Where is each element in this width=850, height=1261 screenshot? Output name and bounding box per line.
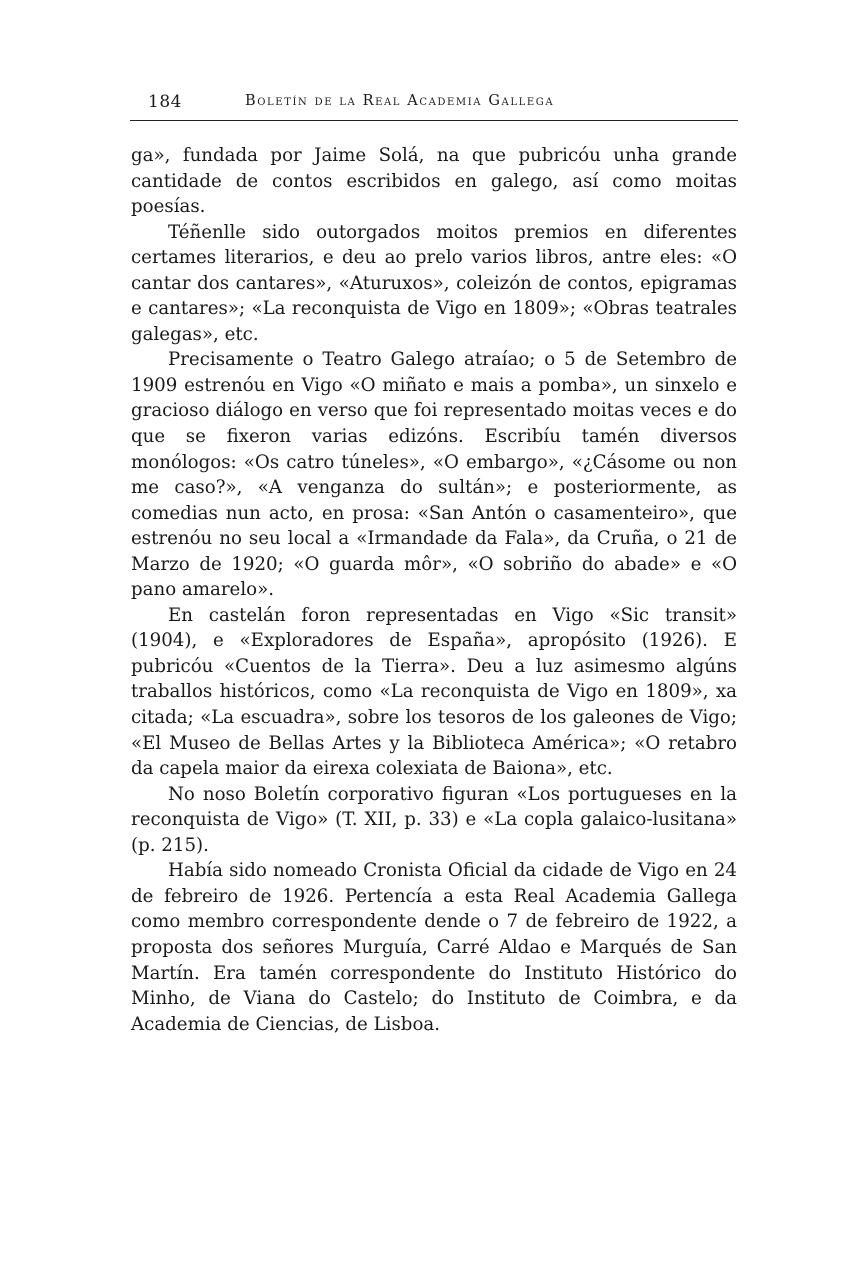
running-title: Boletín de la Real Academia Gallega: [245, 93, 555, 109]
body-text: [131, 143, 737, 1037]
page-header: [130, 92, 738, 121]
paragraph: No noso Boletín corporativo figuran «Los portugueses en la reconquista de Vigo» (T. XII, p. 33) e «La copla galaico-lusitana» (p. 215).: [131, 783, 737, 856]
paragraph-continuation: ga», fundada por Jaime Solá, na que pubricóu unha grande cantidade de contos escribidos en galego, así como moitas poesías.: [131, 145, 737, 218]
paragraph: Había sido nomeado Cronista Oficial da cidade de Vigo en 24 de febreiro de 1926. Pertencía a esta Real Academia Gallega como membro correspondente dende o 7 de febreiro de 1922, a proposta dos señores Murguía, Carré Aldao e Marqués de San Martín. Era tamén correspondente do Instituto Histórico do Minho, de Viana do Castelo; do Instituto de Coimbra, e da Academia de Ciencias, de Lisboa.: [131, 860, 737, 1035]
paragraph: Precisamente o Teatro Galego atraíao; o 5 de Setembro de 1909 estrenóu en Vigo «O miñato e mais a pomba», un sinxelo e gracioso diálogo en verso que foi representado moitas veces e do que se fixeron varias edizóns. Escribíu tamén diversos monólogos: «Os catro túneles», «O embargo», «¿Cásome ou non me caso?», «A venganza do sultán»; e posteriormente, as comedias nun acto, en prosa: «San Antón o casamenteiro», que estrenóu no seu local a «Irmandade da Fala», da Cruña, o 21 de Marzo de 1920; «O guarda môr», «O sobriño do abade» e «O pano amarelo».: [131, 349, 737, 601]
paragraph: En castelán foron representadas en Vigo «Sic transit» (1904), e «Exploradores de España», apropósito (1926). E pubricóu «Cuentos de la Tierra». Deu a luz asimesmo algúns traballos históricos, como «La reconquista de Vigo en 1809», xa citada; «La escuadra», sobre los tesoros de los galeones de Vigo; «El Museo de Bellas Artes y la Biblioteca América»; «O retabro da capela maior da eirexa colexiata de Baiona», etc.: [131, 604, 737, 780]
page-number: 184: [148, 92, 182, 112]
paragraph: Téñenlle sido outorgados moitos premios en diferentes certames literarios, e deu ao prelo varios libros, antre eles: «O cantar dos cantares», «Aturuxos», coleizón de contos, epigramas e cantares»; «La reconquista de Vigo en 1809»; «Obras teatrales galegas», etc.: [131, 221, 737, 345]
